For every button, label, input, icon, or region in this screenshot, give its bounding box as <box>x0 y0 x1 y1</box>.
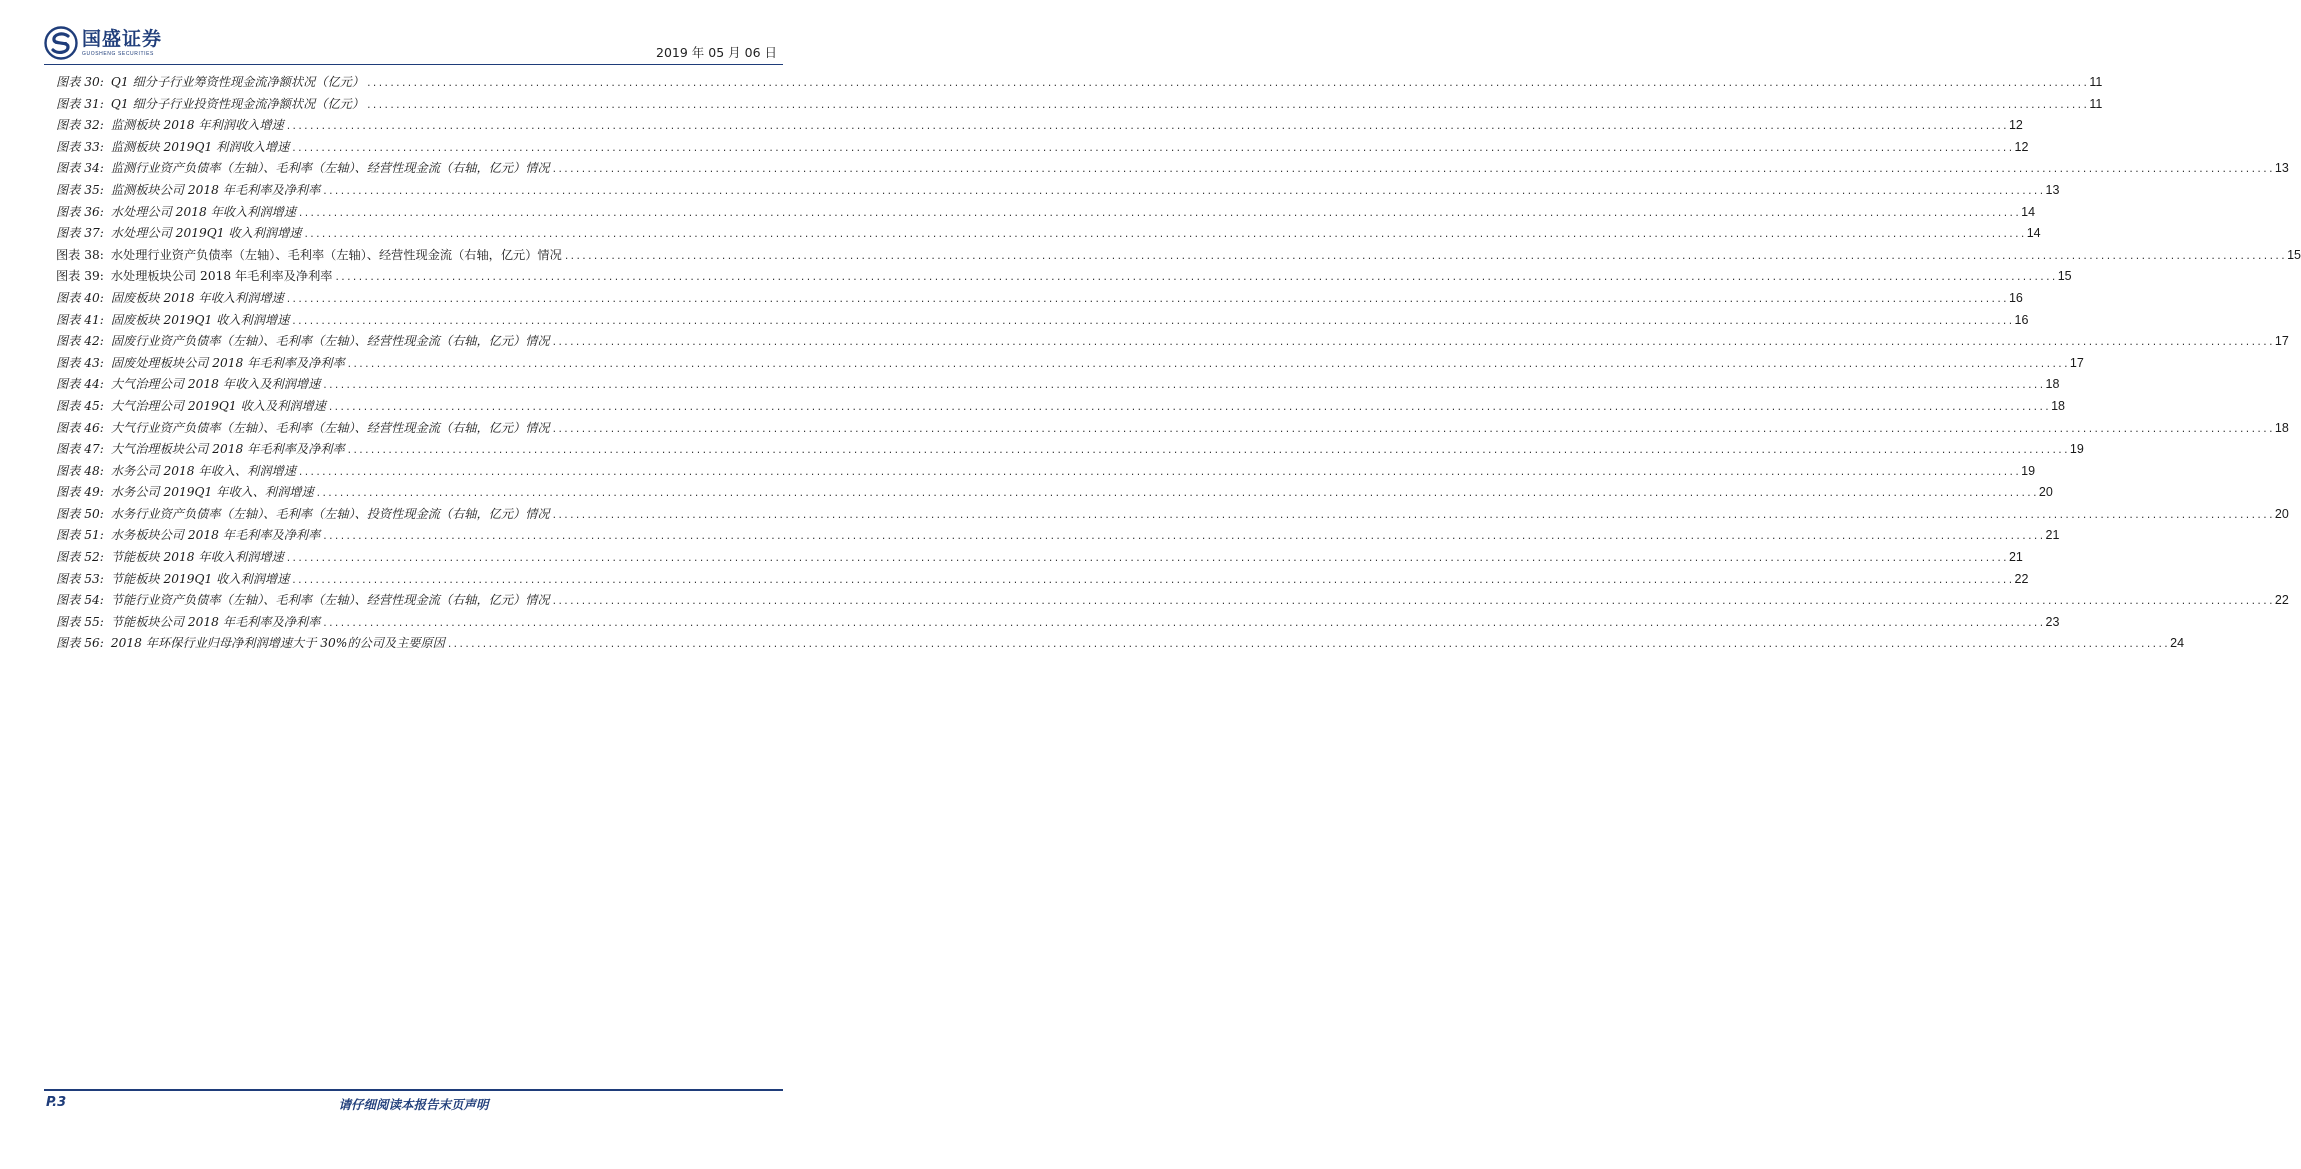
toc-page-number: 14 <box>2026 226 2041 241</box>
toc-leader-dots <box>447 635 2169 657</box>
toc-figure-number: 图表 40: <box>56 290 104 305</box>
toc-figure-number: 图表 34: <box>56 161 104 176</box>
toc-figure-title: 固废板块 2018 年收入利润增速 <box>110 290 284 305</box>
toc-figure-title: 节能行业资产负债率（左轴）、毛利率（左轴）、经营性现金流（右轴，亿元）情况 <box>110 593 550 608</box>
toc-leader-dots <box>322 376 2044 398</box>
toc-figure-number: 图表 56: <box>56 636 104 651</box>
toc-figure-title: 大气治理公司 2018 年收入及利润增速 <box>110 377 321 392</box>
toc-page-number: 18 <box>2051 398 2065 413</box>
toc-figure-title: 大气治理公司 2019Q1 收入及利润增速 <box>110 398 326 413</box>
toc-page-number: 12 <box>2014 139 2029 154</box>
toc-page-number: 20 <box>2274 506 2289 521</box>
toc-page-number: 17 <box>2069 355 2084 370</box>
toc-leader-dots <box>286 290 2008 312</box>
toc-leader-dots <box>322 182 2044 204</box>
toc-figure-title: 水务公司 2018 年收入、利润增速 <box>110 463 296 478</box>
toc-leader-dots <box>564 247 2286 269</box>
toc-entry[interactable] <box>56 439 2084 461</box>
toc-figure-title: 水处理行业资产负债率（左轴）、毛利率（左轴）、经营性现金流（右轴，亿元）情况 <box>110 247 562 262</box>
header-divider <box>44 64 783 66</box>
toc-figure-number: 图表 37: <box>56 226 104 241</box>
toc-page-number: 24 <box>2170 636 2185 651</box>
toc-entry[interactable] <box>56 353 2084 375</box>
toc-figure-number: 图表 33: <box>56 139 104 154</box>
toc-figure-number: 图表 54: <box>56 593 104 608</box>
toc-figure-title: 水处理公司 2018 年收入利润增速 <box>110 204 296 219</box>
toc-leader-dots <box>552 160 2274 182</box>
toc-entry[interactable] <box>56 245 2301 267</box>
toc-figure-number: 图表 46: <box>56 420 104 435</box>
toc-page-number: 15 <box>2287 247 2301 262</box>
toc-figure-title: 固废行业资产负债率（左轴）、毛利率（左轴）、经营性现金流（右轴，亿元）情况 <box>110 334 550 349</box>
toc-page-number: 14 <box>2021 204 2036 219</box>
toc-figure-number: 图表 32: <box>56 118 104 133</box>
toc-entry[interactable] <box>56 590 2289 612</box>
report-date: 2019 年 05 月 06 日 <box>656 45 777 60</box>
toc-leader-dots <box>366 74 2088 96</box>
toc-figure-title: 水务板块公司 2018 年毛利率及净利率 <box>110 528 321 543</box>
toc-figure-title: Q1 细分子行业筹资性现金流净额状况（亿元） <box>110 75 365 89</box>
toc-entry[interactable] <box>56 396 2065 418</box>
toc-figure-title: 水处理板块公司 2018 年毛利率及净利率 <box>110 269 333 284</box>
toc-entry[interactable] <box>56 137 2029 159</box>
toc-figure-title: 监测行业资产负债率（左轴）、毛利率（左轴）、经营性现金流（右轴，亿元）情况 <box>110 161 550 176</box>
toc-figure-title: 固废处理板块公司 2018 年毛利率及净利率 <box>110 355 345 370</box>
toc-figure-number: 图表 49: <box>56 485 104 500</box>
toc-figure-number: 图表 53: <box>56 571 104 586</box>
toc-entry[interactable] <box>56 374 2060 396</box>
toc-page-number: 22 <box>2274 593 2289 608</box>
toc-leader-dots <box>298 463 2020 485</box>
toc-figure-title: 节能板块 2018 年收入利润增速 <box>110 550 284 565</box>
toc-leader-dots <box>298 204 2020 226</box>
toc-page-number: 23 <box>2045 614 2060 629</box>
toc-entry[interactable] <box>56 266 2072 288</box>
toc-page-number: 21 <box>2045 528 2060 543</box>
toc-figure-title: 固废板块 2019Q1 收入利润增速 <box>110 312 290 327</box>
toc-figure-number: 图表 38: <box>56 247 104 262</box>
toc-entry[interactable] <box>56 223 2041 245</box>
toc-figure-number: 图表 50: <box>56 506 104 521</box>
toc-page-number: 11 <box>2089 96 2103 111</box>
toc-figure-number: 图表 51: <box>56 528 104 543</box>
toc-figure-title: 水务行业资产负债率（左轴）、毛利率（左轴）、投资性现金流（右轴，亿元）情况 <box>110 506 550 521</box>
toc-entry[interactable] <box>56 310 2029 332</box>
toc-entry[interactable] <box>56 288 2023 310</box>
toc-page-number: 13 <box>2274 161 2289 176</box>
toc-figure-title: 水处理公司 2019Q1 收入利润增速 <box>110 226 302 241</box>
brand-text <box>82 28 162 58</box>
toc-figure-title: 监测板块 2018 年利润收入增速 <box>110 118 284 133</box>
toc-entry[interactable] <box>56 94 2103 116</box>
toc-page-number: 22 <box>2014 571 2029 586</box>
toc-figure-number: 图表 41: <box>56 312 104 327</box>
toc-figure-title: 水务公司 2019Q1 年收入、利润增速 <box>110 485 314 500</box>
toc-figure-number: 图表 48: <box>56 463 104 478</box>
toc-leader-dots <box>286 117 2008 139</box>
toc-leader-dots <box>322 614 2044 636</box>
toc-entry[interactable] <box>56 547 2023 569</box>
toc-leader-dots <box>552 333 2274 355</box>
toc-figure-title: Q1 细分子行业投资性现金流净额状况（亿元） <box>110 96 365 111</box>
toc-leader-dots <box>552 420 2274 442</box>
toc-page-number: 19 <box>2069 442 2084 457</box>
toc-leader-dots <box>322 527 2044 549</box>
toc-figure-number: 图表 36: <box>56 204 104 219</box>
toc-entry[interactable] <box>56 569 2029 591</box>
toc-leader-dots <box>552 506 2274 528</box>
toc-entry[interactable] <box>56 158 2289 180</box>
toc-page-number: 20 <box>2038 485 2053 500</box>
toc-page-number: 11 <box>2089 75 2103 89</box>
toc-entry[interactable] <box>56 482 2053 504</box>
toc-leader-dots <box>291 312 2013 334</box>
toc-leader-dots <box>552 592 2274 614</box>
toc-leader-dots <box>303 225 2025 247</box>
toc-figure-number: 图表 39: <box>56 269 104 284</box>
toc-entry[interactable] <box>56 418 2289 440</box>
page-number: P.3 <box>46 1095 67 1110</box>
toc-leader-dots <box>334 268 2056 290</box>
toc-page-number: 17 <box>2274 334 2289 349</box>
toc-figure-number: 图表 44: <box>56 377 104 392</box>
toc-entry[interactable] <box>56 115 2023 137</box>
toc-figure-number: 图表 55: <box>56 614 104 629</box>
footer-divider <box>44 1089 783 1091</box>
toc-entry[interactable] <box>56 180 2060 202</box>
toc-figure-title: 监测板块公司 2018 年毛利率及净利率 <box>110 182 321 197</box>
toc-figure-title: 大气行业资产负债率（左轴）、毛利率（左轴）、经营性现金流（右轴，亿元）情况 <box>110 420 550 435</box>
toc-figure-number: 图表 43: <box>56 355 104 370</box>
brand-logo <box>44 25 162 61</box>
toc-figure-number: 图表 52: <box>56 550 104 565</box>
toc-leader-dots <box>291 139 2013 161</box>
toc-page-number: 19 <box>2021 463 2036 478</box>
toc-figure-title: 大气治理板块公司 2018 年毛利率及净利率 <box>110 442 345 457</box>
toc-leader-dots <box>286 549 2008 571</box>
toc-figure-number: 图表 30: <box>56 75 104 89</box>
toc-figure-number: 图表 45: <box>56 398 104 413</box>
toc-leader-dots <box>328 398 2050 420</box>
toc-entry[interactable] <box>56 461 2036 483</box>
toc-page-number: 12 <box>2008 118 2023 133</box>
toc-figure-title: 监测板块 2019Q1 利润收入增速 <box>110 139 290 154</box>
toc-leader-dots <box>291 571 2013 593</box>
toc-entry[interactable] <box>56 202 2036 224</box>
toc-leader-dots <box>347 355 2069 377</box>
toc-page-number: 18 <box>2274 420 2289 435</box>
brand-subtitle: GUOSHENG SECURITIES <box>82 51 154 57</box>
toc-entry[interactable] <box>56 633 2185 655</box>
toc-page-number: 15 <box>2057 269 2072 284</box>
toc-page-number: 16 <box>2008 290 2023 305</box>
toc-leader-dots <box>366 96 2088 118</box>
guosheng-logo-icon <box>44 26 78 60</box>
toc-page-number: 16 <box>2014 312 2029 327</box>
toc-figure-title: 节能板块公司 2018 年毛利率及净利率 <box>110 614 321 629</box>
toc-page-number: 21 <box>2008 550 2023 565</box>
toc-leader-dots <box>347 441 2069 463</box>
toc-entry[interactable] <box>56 612 2060 634</box>
toc-figure-number: 图表 31: <box>56 96 104 111</box>
toc-figure-title: 2018 年环保行业归母净利润增速大于 30%的公司及主要原因 <box>110 636 445 651</box>
toc-page-number: 13 <box>2045 182 2060 197</box>
toc-entry[interactable] <box>56 331 2289 353</box>
disclaimer-note: 请仔细阅读本报告末页声明 <box>338 1097 489 1112</box>
brand-name: 国盛证券 <box>82 28 163 50</box>
toc-entry[interactable] <box>56 504 2289 526</box>
toc-figure-title: 节能板块 2019Q1 收入利润增速 <box>110 571 290 586</box>
page-header <box>44 22 783 66</box>
toc-figure-number: 图表 42: <box>56 334 104 349</box>
figure-index-list <box>56 72 2301 655</box>
toc-entry[interactable] <box>56 72 2103 94</box>
toc-page-number: 18 <box>2045 377 2060 392</box>
toc-figure-number: 图表 47: <box>56 442 104 457</box>
toc-figure-number: 图表 35: <box>56 182 104 197</box>
toc-entry[interactable] <box>56 525 2060 547</box>
toc-leader-dots <box>316 484 2038 506</box>
